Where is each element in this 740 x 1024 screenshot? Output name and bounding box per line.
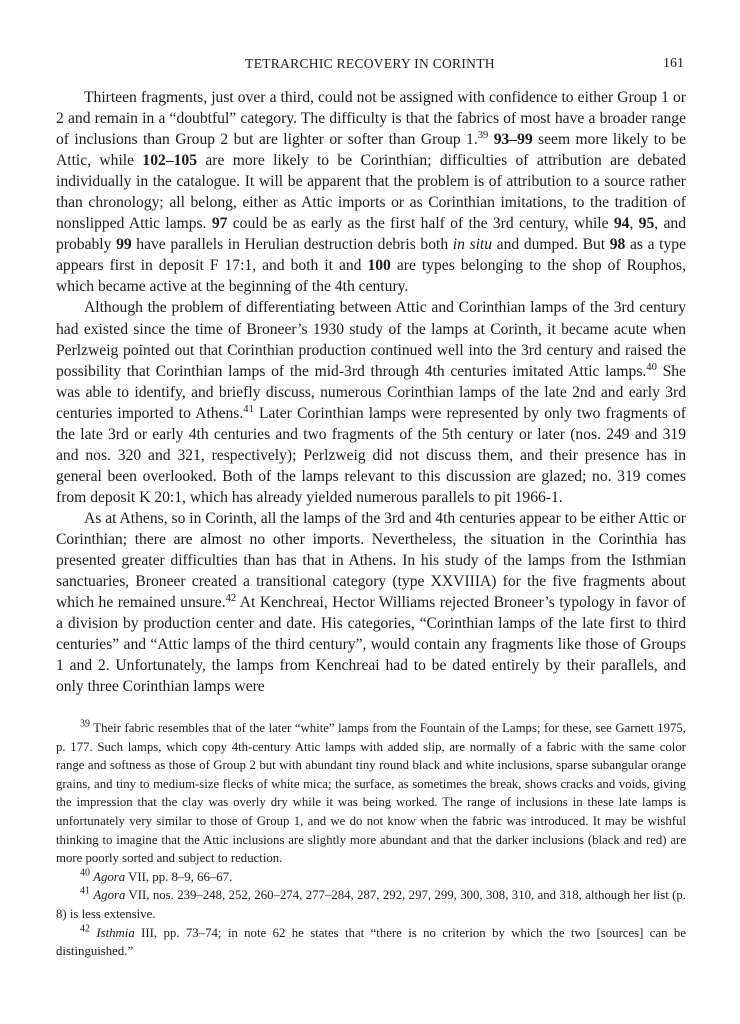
footnote-ref-41: 41 (243, 403, 254, 415)
text-run: Thirteen fragments, just over a third, could not be assigned with confidence to either Group 1 or 2 and remain in a “doubtful” category. The difficulty is that the fabrics of most have a broader range of inclusions than Group 2 but are lighter or softer than Group 1. (56, 89, 686, 149)
footnote-40 (56, 868, 686, 887)
footnote-41 (56, 886, 686, 923)
footnotes (56, 719, 686, 961)
running-title: TETRARCHIC RECOVERY IN CORINTH (245, 56, 495, 71)
footnote-number: 42 (80, 923, 90, 935)
footnote-ref-42: 42 (225, 593, 237, 605)
running-head (56, 56, 684, 76)
text-run: as a type appears first in deposit F 17:1, and both it and (56, 236, 686, 275)
text-run: could be as early as the first half of the 3rd century, while (227, 215, 614, 233)
catalogue-ref: 93–99 (493, 131, 533, 149)
footnote-title: Agora (93, 888, 126, 903)
footnote-text: VII, pp. 8–9, 66–67. (125, 869, 233, 884)
text-run: seem more likely to be Attic, while (56, 131, 686, 170)
footnote-title: Agora (93, 869, 126, 884)
text-run: Although the problem of differentiating between Attic and Corinthian lamps of the 3rd century had existed since the time of Broneer’s 1930 study of the lamps at Corinth, it became acute when Perlzweig pointed out that Corinthian production continued well into the 3rd century and raised the possibility that Corinthian lamps of the mid-3rd through 4th centuries imitated Attic lamps. (56, 299, 686, 380)
catalogue-ref: 94 (613, 215, 630, 233)
footnote-text: III, pp. 73–74; in note 62 he states that “there is no criterion by which the two [sources] can be distinguished.” (56, 925, 687, 959)
paragraph-1 (56, 87, 686, 297)
footnote-title: Isthmia (96, 925, 135, 940)
footnote-number: 39 (80, 718, 90, 730)
text-run: are more likely to be Corinthian; difficulties of attribution are debated individually in the catalogue. It will be apparent that the problem is of attribution to a source rather than chronology; all belong, either as Attic imports or as Corinthian imitations, to the tradition of nonslipped Attic lamps. (56, 152, 686, 233)
catalogue-ref: 98 (609, 236, 626, 254)
footnote-text: VII, nos. 239–248, 252, 260–274, 277–284, 287, 292, 297, 299, 300, 308, 310, and 318, although her list (p. 8) is less extensive. (56, 888, 686, 921)
catalogue-ref: 99 (116, 236, 132, 254)
footnote-42 (56, 924, 686, 961)
text-run: , (629, 215, 639, 233)
text-run: She was able to identify, and briefly discuss, numerous Corinthian lamps of the late 2nd and early 3rd centuries imported to Athens. (56, 362, 686, 422)
paragraph-2 (56, 297, 686, 507)
catalogue-ref: 102–105 (142, 152, 197, 170)
catalogue-ref: 95 (638, 215, 655, 233)
paragraph-3 (56, 508, 686, 697)
italic-term: in situ (452, 236, 493, 254)
text-run: At Kenchreai, Hector Williams rejected Broneer’s typology in favor of a division by production center and date. His categories, “Corinthian lamps of the late first to third centuries” and “Attic lamps of the third century”, would contain any fragments like those of Groups 1 and 2. Unfortunately, the lamps from Kenchreai had to be dated entirely by their parallels, and only three Corinthian lamps were (56, 594, 686, 696)
footnote-number: 41 (80, 885, 90, 897)
footnote-39 (56, 719, 686, 868)
page-number: 161 (663, 56, 684, 71)
footnote-ref-40: 40 (646, 361, 657, 373)
text-run: are types belonging to the shop of Rouphos, which became active at the beginning of the 4th century. (56, 257, 686, 296)
text-run: have parallels in Herulian destruction debris both (131, 236, 453, 254)
footnote-text: Their fabric resembles that of the later “white” lamps from the Fountain of the Lamps; for these, see Garnett 1975, p. 177. Such lamps, which copy 4th-century Attic lamps with added slip, are normally of a fabric with the same color range and softness as those of Group 2 but with abundant tiny round black and white inclusions, sparse subangular orange grains, and tiny to medium-size flecks of white mica; the surface, as sometimes the break, shows cracks and voids, giving the impression that the clay was overly dry while it was being worked. The range of inclusions in these late lamps is unfortunately very similar to those of Group 1, and we do not know when the fabric was introduced. It may be wishful thinking to imagine that the Attic inclusions are slightly more abundant and that the darker inclusions (black and red) are more poorly sorted and subject to reduction. (56, 721, 687, 866)
catalogue-ref: 100 (367, 257, 391, 275)
text-run: As at Athens, so in Corinth, all the lamps of the 3rd and 4th centuries appear to be either Attic or Corinthian; there are almost no other imports. Nevertheless, the situation in the Corinthia has presented greater difficulties than has that in Athens. In his study of the lamps from the Isthmian sanctuaries, Broneer created a transitional category (type XXVIIIA) for the five fragments about which he remained unsure. (56, 509, 686, 612)
catalogue-ref: 97 (211, 215, 228, 233)
footnote-number: 40 (80, 867, 90, 879)
text-run: and dumped. But (492, 236, 610, 254)
body-text (56, 87, 686, 697)
footnote-ref-39: 39 (477, 130, 489, 142)
text-run: , and probably (56, 215, 686, 254)
text-run: Later Corinthian lamps were represented by only two fragments of the late 3rd or early 4th centuries and two fragments of the 5th century or later (nos. 249 and 319 and nos. 320 and 321, respectively); Perlzweig did not discuss them, and their presence has in general been overlooked. Both of the lamps relevant to this discussion are glazed; no. 319 comes from deposit K 20:1, which has already yielded numerous parallels to pit 1966-1. (56, 404, 686, 506)
